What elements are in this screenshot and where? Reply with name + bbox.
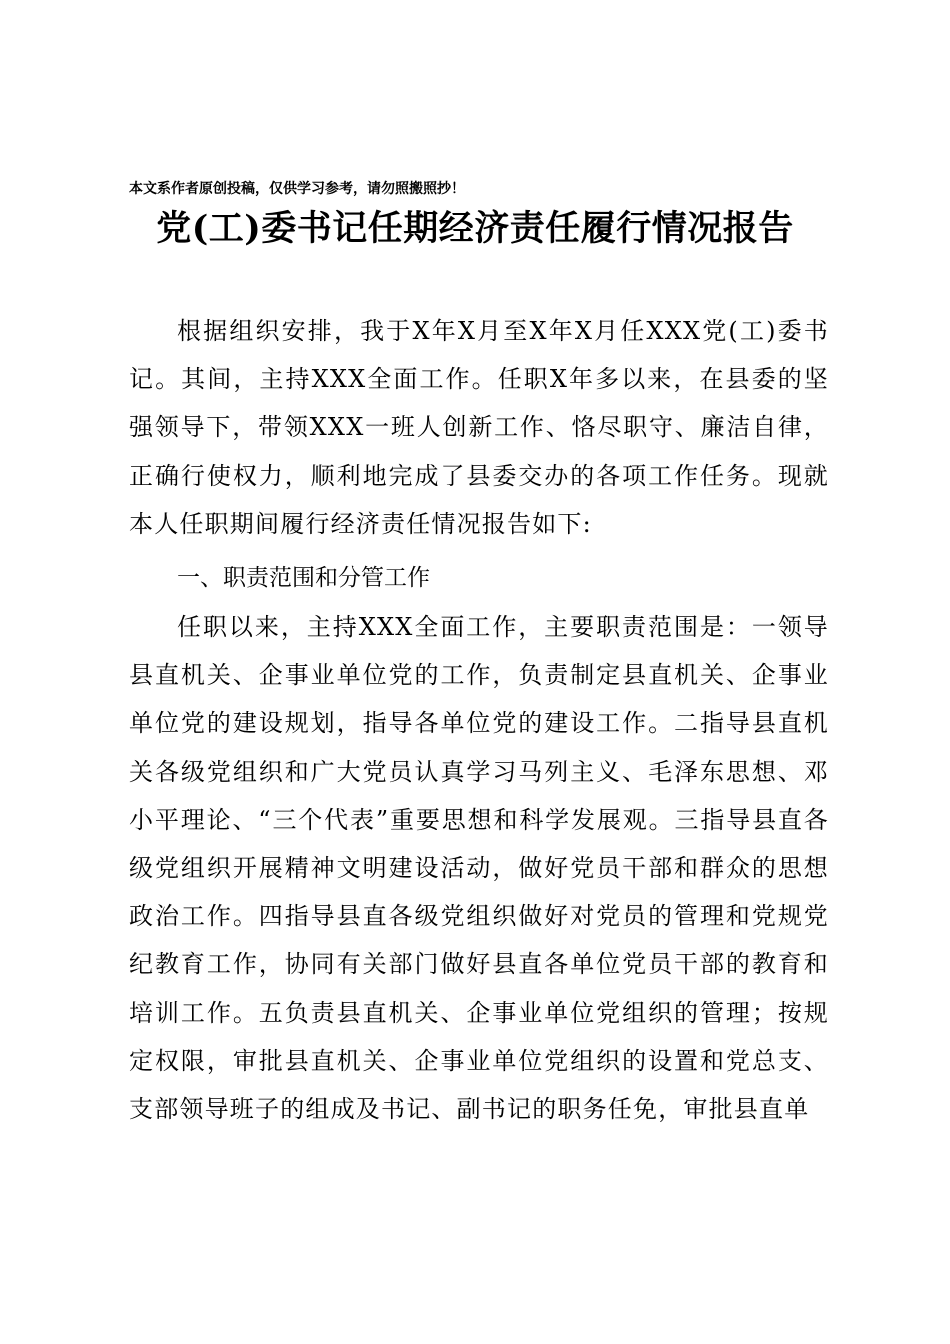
- duties-block: [129, 603, 829, 1133]
- intro-block: [129, 307, 829, 548]
- intro-paragraph: 根据组织安排，我于X年X月至X年X月任XXX党(工)委书记。其间，主持XXX全面工作。任职X年多以来，在县委的坚强领导下，带领XXX一班人创新工作、恪尽职守、廉洁自律，正确行使权力，顺利地完成了县委交办的各项工作任务。现就本人任职期间履行经济责任情况报告如下:: [129, 317, 829, 538]
- duties-paragraph: 任职以来，主持XXX全面工作，主要职责范围是：一领导县直机关、企事业单位党的工作，负责制定县直机关、企事业单位党的建设规划，指导各单位党的建设工作。二指导县直机关各级党组织和广大党员认真学习马列主义、毛泽东思想、邓小平理论、“三个代表”重要思想和科学发展观。三指导县直各级党组织开展精神文明建设活动，做好党员干部和群众的思想政治工作。四指导县直各级党组织做好对党员的管理和党规党纪教育工作，协同有关部门做好县直各单位党员干部的教育和培训工作。五负责县直机关、企事业单位党组织的管理；按规定权限，审批县直机关、企事业单位党组织的设置和党总支、支部领导班子的组成及书记、副书记的职务任免，审批县直单: [129, 613, 829, 1124]
- section-heading: 一、职责范围和分管工作: [177, 565, 430, 591]
- copyright-notice: 本文系作者原创投稿，仅供学习参考，请勿照搬照抄！: [129, 181, 465, 197]
- document-title: 党(工)委书记任期经济责任履行情况报告: [156, 208, 794, 249]
